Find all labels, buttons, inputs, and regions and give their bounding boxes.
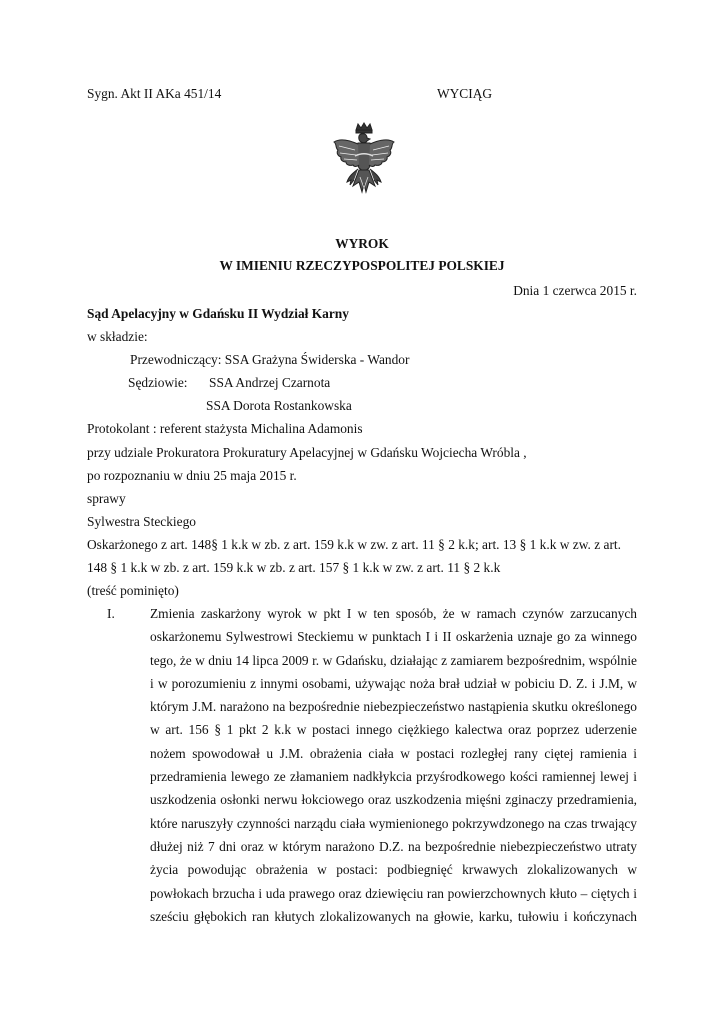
court-name: Sąd Apelacyjny w Gdańsku II Wydział Karny [87, 306, 349, 321]
point-paragraph [150, 602, 637, 928]
in-name-title: W IMIENIU RZECZYPOSPOLITEJ POLSKIEJ [219, 258, 505, 273]
verdict-date: Dnia 1 czerwca 2015 r. [513, 283, 637, 298]
clerk-line: Protokolant : referent stażysta Michalina Adamonis [87, 421, 363, 436]
paragraph-line: sześciu głębokich ran kłutych zlokalizowanych na głowie, karku, tułowiu i kończynach [150, 908, 637, 924]
paragraph-line: Zmienia zaskarżony wyrok w pkt I w ten sposób, że w ramach czynów zarzucanych [150, 606, 637, 621]
paragraph-line: oskarżonemu Sylwestrowi Steckiemu w punktach I i II oskarżenia uznaje go za winnego [150, 629, 637, 645]
paragraph-line: dłużej niż 7 dni oraz w którym narażono D.Z. na bezpośrednie niebezpieczeństwo utraty [150, 838, 637, 854]
paragraph-line: i w porozumieniu z innymi osobami, używając noża brał udział w pobiciu D. Z. i J.M, w [150, 675, 637, 691]
paragraph-line: powłokach brzucha i uda prawego oraz dziewięciu ran powierzchownych kłuto – ciętych i [150, 885, 637, 901]
paragraph-line: przedramienia lewego ze złamaniem nadkłykcia przyśrodkowego kości ramiennej lewej i [150, 769, 637, 785]
hearing-line: po rozpoznaniu w dniu 25 maja 2015 r. [87, 468, 297, 483]
paragraph-line: życia powodując obrażenia w postaci: podbiegnięć krwawych zlokalizowanych w [150, 862, 637, 878]
omitted-note: (treść pominięto) [87, 583, 179, 598]
prosecutor-line: przy udziale Prokuratora Prokuratury Apelacyjnej w Gdańsku Wojciecha Wróbla , [87, 445, 527, 460]
paragraph-line: którym J.M. narażono na bezpośrednie niebezpieczeństwo nastąpienia skutku określonego [150, 699, 637, 715]
paragraph-line: w art. 156 § 1 pkt 2 k.k w postaci innego ciężkiego kalectwa oraz poprzez uderzenie [150, 722, 637, 738]
defendant-name: Sylwestra Steckiego [87, 514, 196, 529]
polish-eagle-icon [331, 122, 397, 198]
judge-1: SSA Andrzej Czarnota [209, 375, 331, 390]
case-number: Sygn. Akt II AKa 451/14 [87, 86, 222, 101]
point-number: I. [107, 606, 115, 621]
judges-label: Sędziowie: [128, 375, 188, 390]
charge-line-2: 148 § 1 k.k w zb. z art. 159 k.k w zb. z art. 157 § 1 k.k w zw. z art. 11 § 2 k.k [87, 560, 501, 575]
judge-2: SSA Dorota Rostankowska [206, 398, 352, 413]
paragraph-line: tego, że w dniu 14 lipca 2009 r. w Gdańsku, działając z zamiarem bezpośrednim, wspólnie [150, 652, 637, 668]
paragraph-line: uszkodzenia osłonki nerwu łokciowego oraz uszkodzenia mięśni zginaczy przedramienia, [150, 792, 637, 808]
paragraph-line: które naruszyły czynności narządu ciała wymienionego pokrzywdzonego na czas trwający [150, 815, 637, 831]
charge-line-1: Oskarżonego z art. 148§ 1 k.k w zb. z art. 159 k.k w zw. z art. 11 § 2 k.k; art. 13 § 1 k.k w zw. z art. [87, 537, 621, 552]
verdict-title: WYROK [335, 236, 389, 251]
presiding-judge: Przewodniczący: SSA Grażyna Świderska - Wandor [130, 352, 410, 367]
paragraph-line: nożem spowodował u J.M. obrażenia ciała w postaci rozległej rany ciętej ramienia i [150, 745, 637, 761]
case-label: sprawy [87, 491, 126, 506]
extract-label: WYCIĄG [437, 86, 493, 101]
composition-label: w składzie: [87, 329, 148, 344]
